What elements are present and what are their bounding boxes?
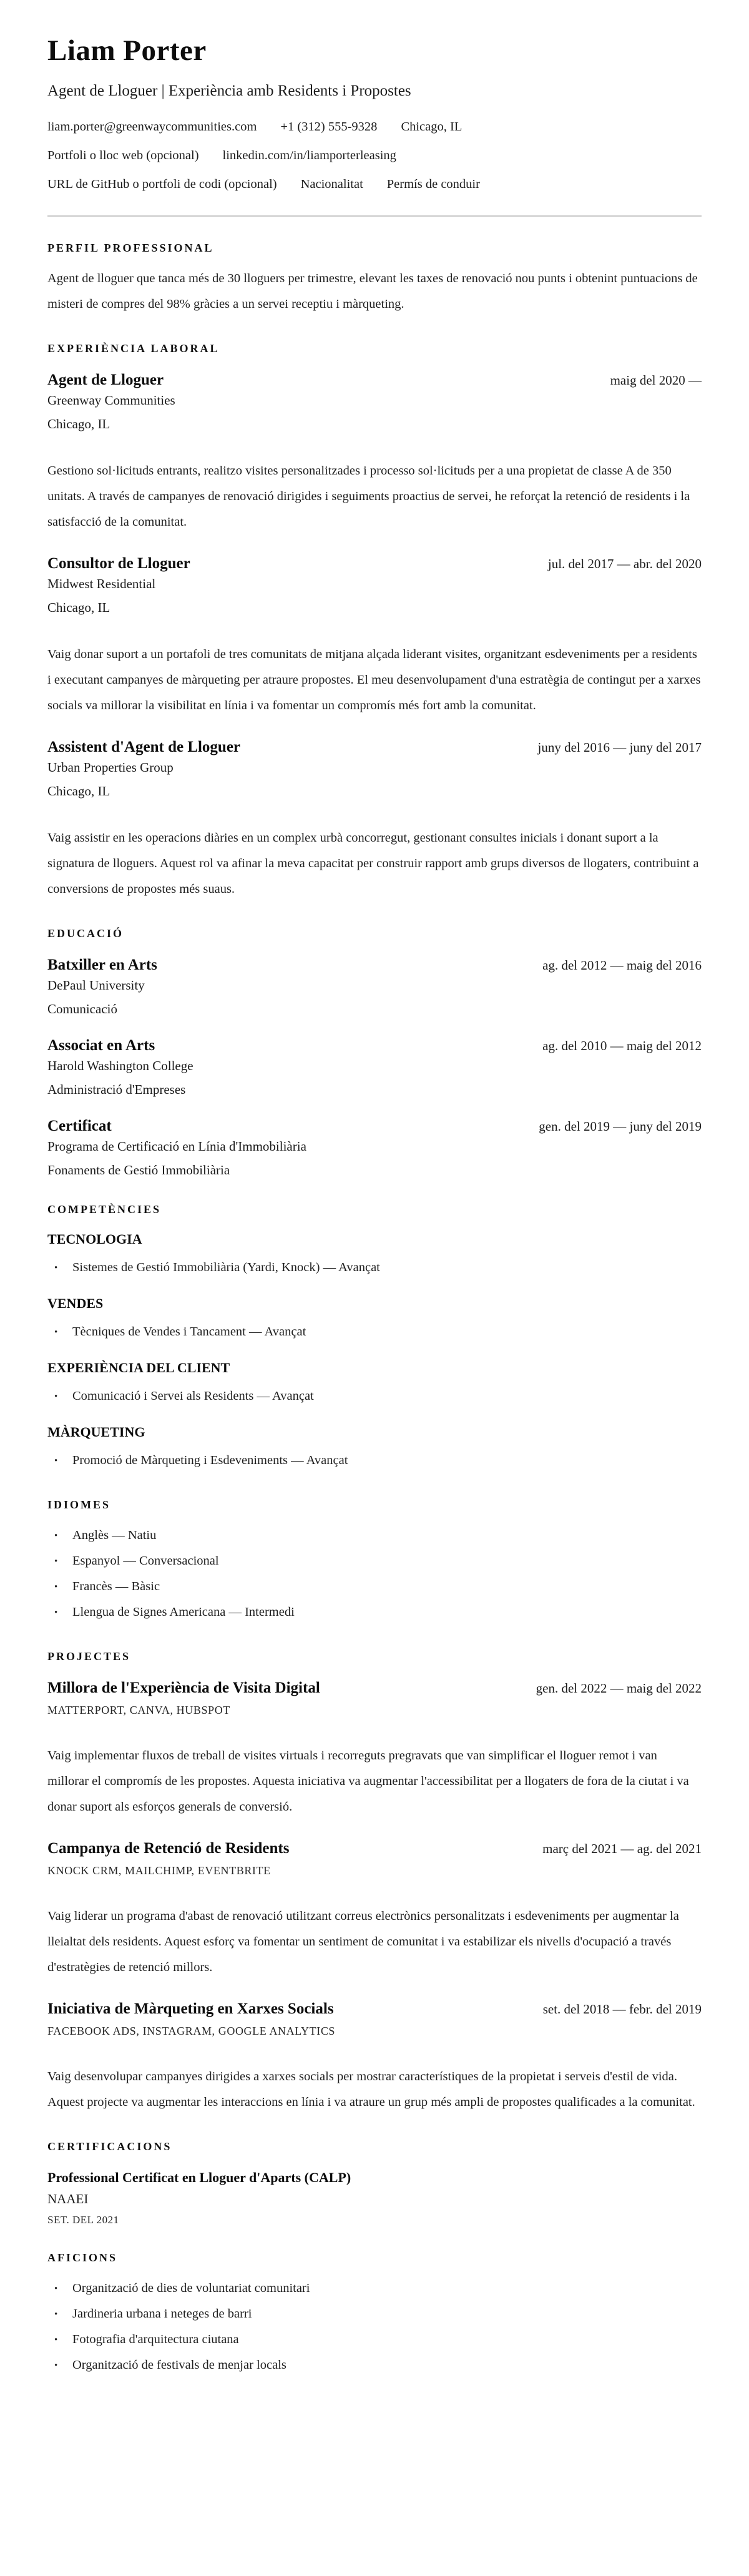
field-of-study: Comunicació [47,1001,117,1016]
phone-text: +1 (312) 555-9328 [280,120,378,134]
section-hobbies [47,2251,702,2378]
skill-group [47,1295,702,1345]
project-dates: març del 2021 — ag. del 2021 [542,1841,702,1856]
hobby-item: • Fotografia d'arquitectura ciutana [47,2327,702,2352]
skill-group [47,1424,702,1473]
driving-license-placeholder: Permís de conduir [386,177,480,191]
github-placeholder: URL de GitHub o portfoli de codi (opcional) [47,177,277,191]
education-item [47,1118,702,1178]
skill-list [47,1384,702,1409]
experience-item [47,739,702,902]
job-company: Urban Properties Group [47,760,174,775]
section-education [47,927,702,1178]
nationality-placeholder: Nacionalitat [300,177,363,191]
certification-item [47,2170,702,2226]
section-title-hobbies: AFICIONS [47,2251,118,2264]
project-item [47,1840,702,1980]
job-title: Agent de Lloguer [47,371,164,388]
job-title: Consultor de Lloguer [47,555,190,572]
section-experience [47,342,702,902]
section-title-experience: EXPERIÈNCIA LABORAL [47,342,220,355]
certification-title: Professional Certificat en Lloguer d'Aparts (CALP) [47,2170,351,2185]
job-dates: juny del 2016 — juny del 2017 [537,740,702,755]
profile-summary: Agent de lloguer que tanca més de 30 lloguers per trimestre, elevant les taxes de renovació nou punts i obtenint puntuacions de misteri de compres del 98% gràcies a un servei receptiu i màrqueting. [47,272,698,311]
school-name: Programa de Certificació en Línia d'Immobiliària [47,1139,306,1154]
field-of-study: Administració d'Empreses [47,1082,186,1097]
education-dates: ag. del 2012 — maig del 2016 [542,958,702,973]
job-location: Chicago, IL [47,784,110,799]
experience-item-header [47,739,702,756]
certification-issuer: NAAEI [47,2191,89,2206]
job-company: Greenway Communities [47,393,175,408]
project-item-header [47,1840,702,1857]
project-dates: set. del 2018 — febr. del 2019 [542,2002,702,2017]
skill-group [47,1360,702,1409]
education-item-header [47,956,702,974]
education-item [47,1037,702,1098]
language-item: • Anglès — Natiu [47,1523,702,1548]
degree-title: Batxiller en Arts [47,956,157,973]
experience-item-header [47,555,702,573]
section-profile [47,242,702,317]
portfolio-placeholder: Portfoli o lloc web (opcional) [47,149,199,162]
school-name: DePaul University [47,978,145,993]
experience-item [47,371,702,535]
skill-list [47,1319,702,1345]
language-list [47,1523,702,1625]
section-title-projects: PROJECTES [47,1650,131,1663]
section-title-languages: IDIOMES [47,1498,111,1511]
language-item: • Espanyol — Conversacional [47,1548,702,1574]
section-skills [47,1203,702,1473]
field-of-study: Fonaments de Gestió Immobiliària [47,1163,230,1177]
skill-item: • Promoció de Màrqueting i Esdeveniments — Avançat [47,1448,702,1473]
project-description: Vaig desenvolupar campanyes dirigides a xarxes socials per mostrar característiques de la propietat i serveis d'estil de vida. Aquest projecte va augmentar les interaccions en línia i va atraure un grup més ampli de propostes qualificades a la comunitat. [47,2070,695,2109]
education-dates: ag. del 2010 — maig del 2012 [542,1038,702,1053]
education-item-header [47,1118,702,1135]
skill-list [47,1255,702,1281]
experience-item-header [47,371,702,389]
certification-date: SET. DEL 2021 [47,2214,119,2226]
contact-row-3 [47,177,702,192]
education-item-header [47,1037,702,1054]
skill-item: • Comunicació i Servei als Residents — Avançat [47,1384,702,1409]
person-name: Liam Porter [47,34,207,67]
hobby-item: • Jardineria urbana i neteges de barri [47,2301,702,2327]
experience-item [47,555,702,719]
section-title-education: EDUCACIÓ [47,927,124,940]
headline: Agent de Lloguer | Experiència amb Residents i Propostes [47,82,411,99]
skill-item: • Sistemes de Gestió Immobiliària (Yardi, Knock) — Avançat [47,1255,702,1281]
skill-item: • Tècniques de Vendes i Tancament — Avançat [47,1319,702,1345]
job-location: Chicago, IL [47,416,110,431]
project-dates: gen. del 2022 — maig del 2022 [536,1681,702,1696]
project-description: Vaig implementar fluxos de treball de visites virtuals i recorreguts pregravats que van simplificar el lloguer remot i van millorar el compromís de les propostes. Aquesta iniciativa va augmentar l'accessibilitat per a llogaters de fora de la ciutat i va donar suport als esforços generals de conversió. [47,1749,689,1814]
job-dates: jul. del 2017 — abr. del 2020 [547,556,702,571]
contact-row-1 [47,120,702,134]
section-projects [47,1650,702,2115]
project-tools: MATTERPORT, CANVA, HUBSPOT [47,1704,230,1716]
skill-category: VENDES [47,1295,104,1311]
job-company: Midwest Residential [47,576,156,591]
school-name: Harold Washington College [47,1058,193,1073]
project-item [47,2000,702,2115]
hobby-item: • Organització de festivals de menjar locals [47,2352,702,2378]
project-description: Vaig liderar un programa d'abast de renovació utilitzant correus electrònics personalitzats i esdeveniments per augmentar la lleialtat dels residents. Aquest esforç va fomentar un sentiment de comunitat i va estabilizar els nivells d'ocupació a través d'estratègies de retenció millors. [47,1909,679,1974]
skill-list [47,1448,702,1473]
skill-group [47,1231,702,1281]
section-certifications [47,2140,702,2226]
project-tools: KNOCK CRM, MAILCHIMP, EVENTBRITE [47,1864,271,1877]
header-divider [47,215,702,217]
job-title: Assistent d'Agent de Lloguer [47,739,241,755]
degree-title: Associat en Arts [47,1037,155,1054]
hobby-list [47,2276,702,2378]
location-text: Chicago, IL [401,120,463,134]
language-item: • Llengua de Signes Americana — Intermedi [47,1600,702,1625]
project-title: Iniciativa de Màrqueting en Xarxes Socials [47,2000,334,2017]
email-text: liam.porter@greenwaycommunities.com [47,120,257,134]
job-dates: maig del 2020 — [610,373,702,388]
education-dates: gen. del 2019 — juny del 2019 [539,1119,702,1134]
skill-category: MÀRQUETING [47,1424,145,1440]
section-title-certifications: CERTIFICACIONS [47,2140,172,2153]
section-title-profile: PERFIL PROFESSIONAL [47,242,214,254]
project-title: Millora de l'Experiència de Visita Digital [47,1679,320,1696]
skill-category: EXPERIÈNCIA DEL CLIENT [47,1360,230,1375]
degree-title: Certificat [47,1118,112,1134]
education-item [47,956,702,1017]
skill-category: TECNOLOGIA [47,1231,142,1247]
project-tools: FACEBOOK ADS, INSTAGRAM, GOOGLE ANALYTICS [47,2025,336,2037]
project-item-header [47,1679,702,1697]
job-location: Chicago, IL [47,600,110,615]
job-description: Vaig donar suport a un portafoli de tres comunitats de mitjana alçada liderant visites, organitzant esdeveniments per a residents i executant campanyes de màrqueting per atraure propostes. El meu desenvolupament d'una estratègia de contingut per a xarxes socials va millorar la visibilitat en línia i va fomentar un compromís més fort amb la comunitat. [47,647,701,712]
linkedin-text: linkedin.com/in/liamporterleasing [222,149,396,162]
section-languages [47,1498,702,1625]
hobby-item: • Organització de dies de voluntariat comunitari [47,2276,702,2301]
resume-header [47,34,702,192]
job-description: Vaig assistir en les operacions diàries en un complex urbà concorregut, gestionant consultes inicials i donant suport a la signatura de lloguers. Aquest rol va afinar la meva capacitat per construir rapport amb grups diversos de llogaters, contribuint a conversions de propostes més suaus. [47,831,699,896]
project-item-header [47,2000,702,2018]
section-title-skills: COMPETÈNCIES [47,1203,162,1216]
job-description: Gestiono sol·licituds entrants, realitzo visites personalitzades i processo sol·licituds per a una propietat de classe A de 350 unitats. A través de campanyes de renovació dirigides i seguiments proactius de servei, he reforçat la retenció de residents i la satisfacció de la comunitat. [47,464,690,529]
project-title: Campanya de Retenció de Residents [47,1840,290,1857]
project-item [47,1679,702,1820]
contact-row-2 [47,149,702,163]
language-item: • Francès — Bàsic [47,1574,702,1600]
